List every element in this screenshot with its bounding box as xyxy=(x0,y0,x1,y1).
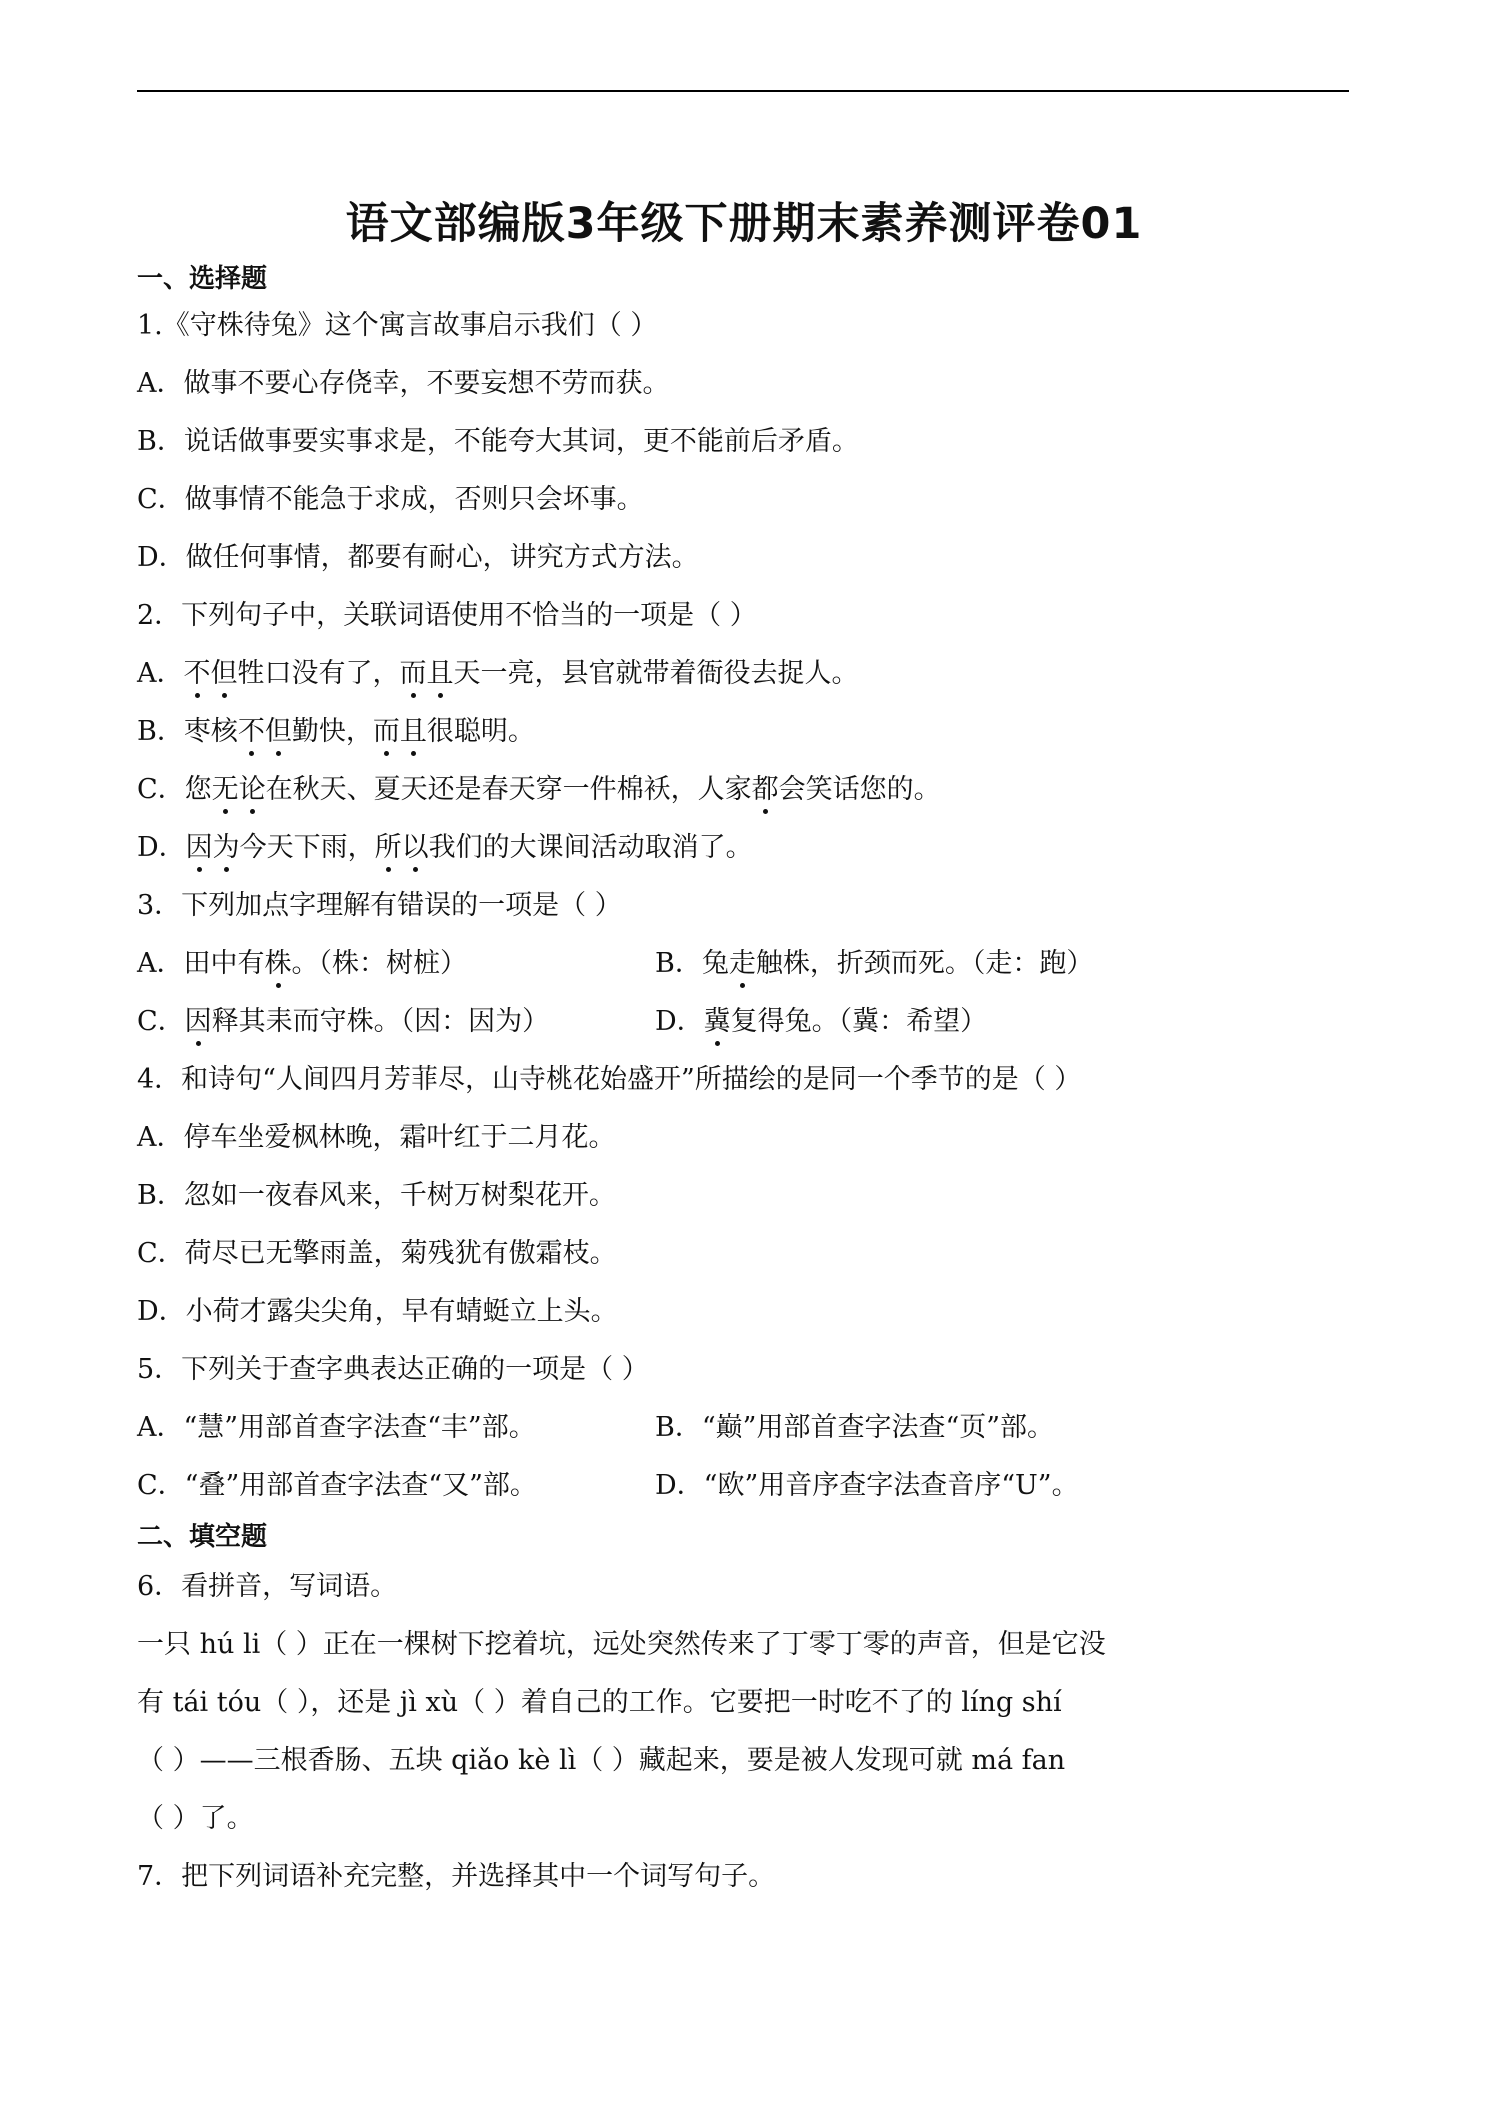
question-4-option-d: D．小荷才露尖尖角，早有蜻蜓立上头。 xyxy=(137,1296,618,1327)
question-4-option-c: C．荷尽已无擎雨盖，菊残犹有傲霜枝。 xyxy=(137,1238,617,1269)
question-2-option-a: A．不但牲口没有了，而且天一亮，县官就带着衙役去捉人。 xyxy=(137,658,859,689)
question-5-stem: 5．下列关于查字典表达正确的一项是（ ） xyxy=(137,1354,649,1385)
question-1-option-b: B．说话做事要实事求是，不能夸大其词，更不能前后矛盾。 xyxy=(137,426,859,457)
question-3-stem: 3．下列加点字理解有错误的一项是（ ） xyxy=(137,890,622,921)
question-6-stem: 6．看拼音，写词语。 xyxy=(137,1571,398,1602)
question-6-passage-line: （ ）了。 xyxy=(137,1803,254,1834)
question-7-stem: 7．把下列词语补充完整，并选择其中一个词写句子。 xyxy=(137,1861,776,1892)
question-1-option-a: A．做事不要心存侥幸，不要妄想不劳而获。 xyxy=(137,368,670,399)
dotted-char: 以 xyxy=(401,832,429,863)
question-3-option-d: D．冀复得兔。（冀：希望） xyxy=(655,1006,988,1037)
question-4-option-b: B．忽如一夜春风来，千树万树梨花开。 xyxy=(137,1180,616,1211)
question-6-passage-line: 有 tái tóu（ ），还是 jì xù（ ）着自己的工作。它要把一时吃不了的 líng shí xyxy=(137,1687,1062,1718)
question-2-stem: 2．下列句子中，关联词语使用不恰当的一项是（ ） xyxy=(137,600,757,631)
question-1-stem: 1.《守株待兔》这个寓言故事启示我们（ ） xyxy=(137,310,658,341)
question-2-option-c: C．您无论在秋天、夏天还是春天穿一件棉袄，人家都会笑话您的。 xyxy=(137,774,941,805)
dotted-char: 都 xyxy=(751,774,779,805)
dotted-char: 冀 xyxy=(703,1006,731,1037)
question-3-option-b: B．兔走触株，折颈而死。（走：跑） xyxy=(655,948,1094,979)
dotted-char: 因 xyxy=(185,832,213,863)
question-6-passage-line: 一只 hú li（ ）正在一棵树下挖着坑，远处突然传来了丁零丁零的声音，但是它没 xyxy=(137,1629,1106,1660)
question-5-option-c: C．“叠”用部首查字法查“又”部。 xyxy=(137,1470,537,1501)
question-4-stem: 4．和诗句“人间四月芳菲尽，山寺桃花始盛开”所描绘的是同一个季节的是（ ） xyxy=(137,1064,1082,1095)
dotted-char: 不 xyxy=(183,658,211,689)
question-1-option-c: C．做事情不能急于求成，否则只会坏事。 xyxy=(137,484,644,515)
dotted-char: 但 xyxy=(264,716,292,747)
dotted-char: 论 xyxy=(238,774,266,805)
dotted-char: 而 xyxy=(399,658,427,689)
dotted-char: 且 xyxy=(399,716,427,747)
dotted-char: 不 xyxy=(237,716,265,747)
question-6-passage-line: （ ）——三根香肠、五块 qiǎo kè lì（ ）藏起来，要是被人发现可就 má fan xyxy=(137,1745,1066,1776)
dotted-char: 走 xyxy=(728,948,756,979)
dotted-char: 株 xyxy=(264,948,292,979)
dotted-char: 所 xyxy=(374,832,402,863)
section-heading-fill: 二、填空题 xyxy=(137,1522,268,1552)
question-2-option-b: B．枣核不但勤快，而且很聪明。 xyxy=(137,716,535,747)
header-rule xyxy=(137,90,1349,92)
question-5-option-d: D．“欧”用音序查字法查音序“U”。 xyxy=(655,1470,1079,1501)
question-4-option-a: A．停车坐爱枫林晚，霜叶红于二月花。 xyxy=(137,1122,616,1153)
dotted-char: 无 xyxy=(211,774,239,805)
dotted-char: 但 xyxy=(210,658,238,689)
question-5-option-a: A．“慧”用部首查字法查“丰”部。 xyxy=(137,1412,536,1443)
question-3-option-a: A．田中有株。（株：树桩） xyxy=(137,948,467,979)
page-title: 语文部编版3年级下册期末素养测评卷01 xyxy=(345,199,1143,249)
section-heading-choice: 一、选择题 xyxy=(137,264,268,294)
dotted-char: 为 xyxy=(212,832,240,863)
question-3-option-c: C．因释其耒而守株。（因：因为） xyxy=(137,1006,550,1037)
dotted-char: 且 xyxy=(426,658,454,689)
question-2-option-d: D．因为今天下雨，所以我们的大课间活动取消了。 xyxy=(137,832,753,863)
dotted-char: 因 xyxy=(184,1006,212,1037)
question-5-option-b: B．“巅”用部首查字法查“页”部。 xyxy=(655,1412,1055,1443)
dotted-char: 而 xyxy=(372,716,400,747)
question-1-option-d: D．做任何事情，都要有耐心，讲究方式方法。 xyxy=(137,542,699,573)
